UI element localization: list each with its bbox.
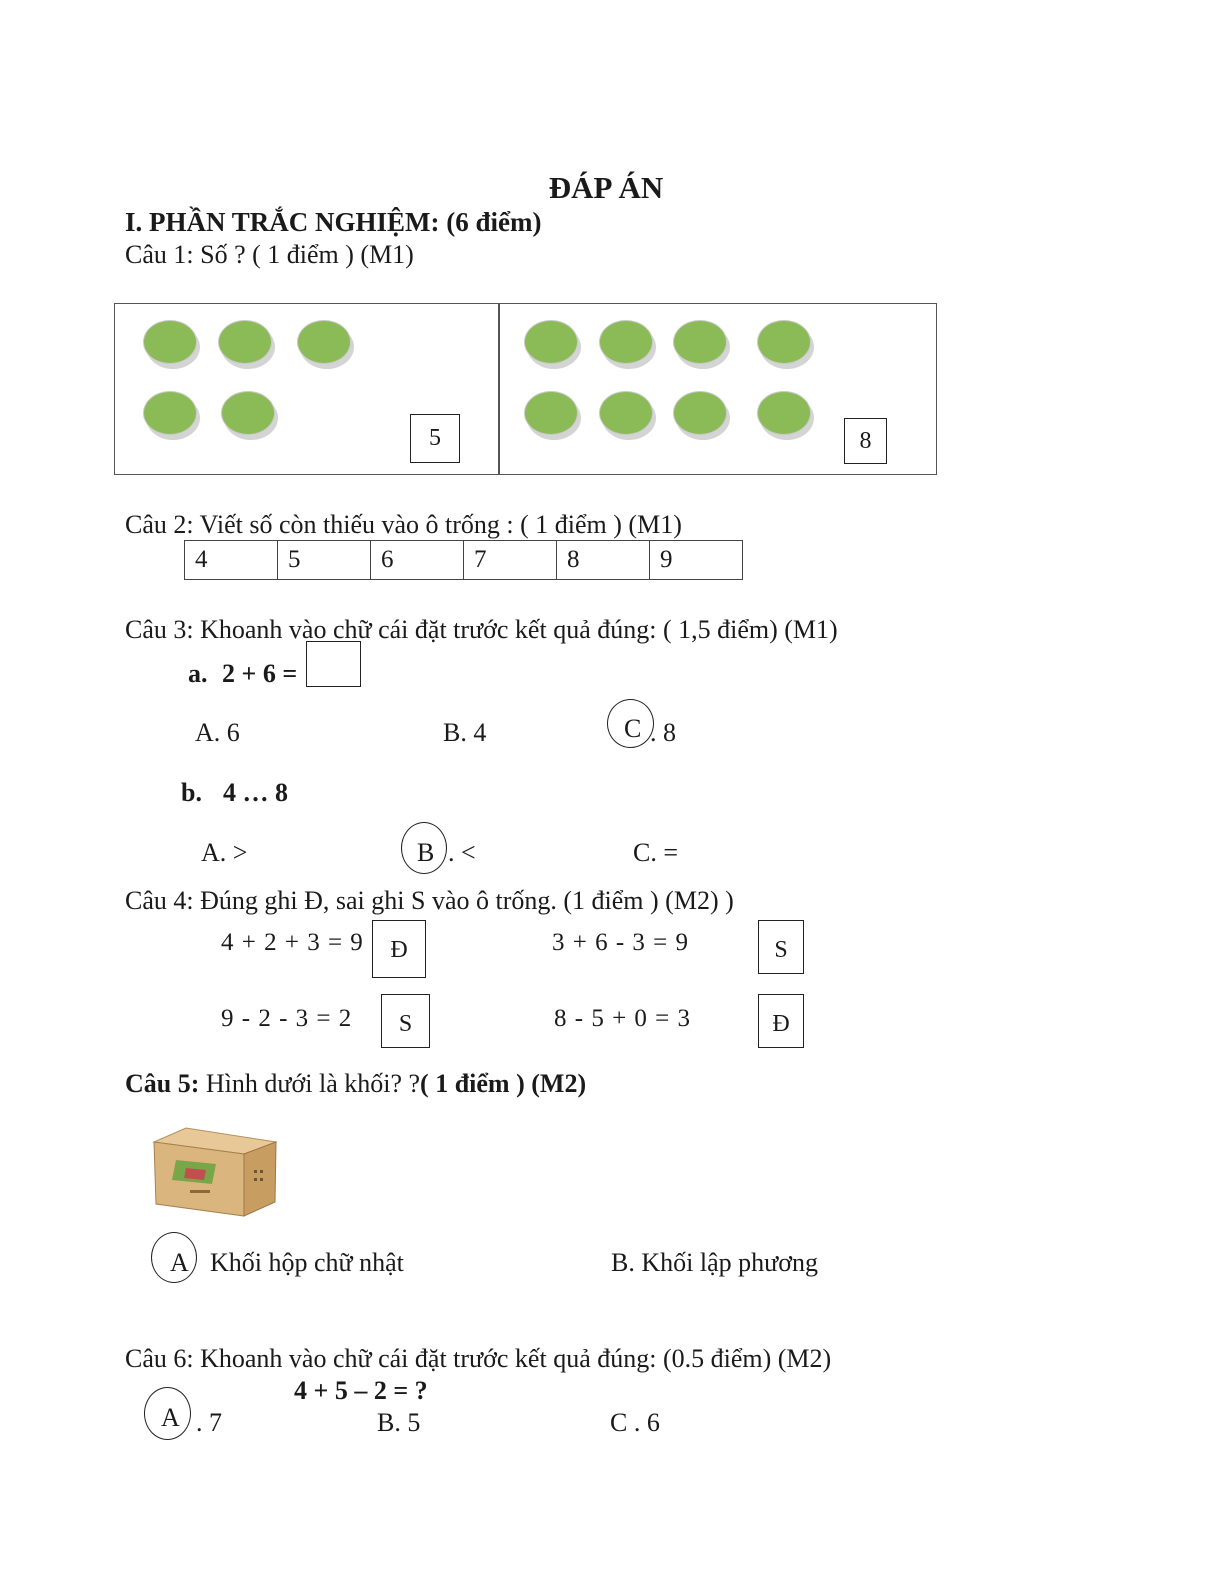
- page-title: ĐÁP ÁN: [548, 170, 664, 205]
- question-5-number: Câu 5:: [125, 1069, 200, 1098]
- true-false-box: S: [758, 920, 804, 974]
- option-b: B. 5: [377, 1408, 421, 1437]
- equation: 9 - 2 - 3 = 2: [221, 1005, 353, 1032]
- counter-dot: [757, 391, 811, 435]
- equation: 3 + 6 - 3 = 9: [552, 929, 690, 956]
- question-5-score: ( 1 điểm ) (M2): [420, 1069, 587, 1098]
- counter-dot: [143, 391, 197, 435]
- counter-dot: [673, 391, 727, 435]
- option-b-letter: B: [417, 838, 435, 867]
- counter-dot: [599, 320, 653, 364]
- sequence-cell: 8: [557, 541, 650, 580]
- question-4-label: Câu 4: Đúng ghi Đ, sai ghi S vào ô trống. (1 điểm ) (M2) ): [125, 886, 734, 915]
- option-c: C . 6: [610, 1408, 660, 1437]
- answer-box-left: 5: [410, 414, 460, 463]
- sequence-cell: 4: [185, 541, 278, 580]
- counter-dot: [757, 320, 811, 364]
- counter-dot: [524, 391, 578, 435]
- question-3-label: Câu 3: Khoanh vào chữ cái đặt trước kết quả đúng: ( 1,5 điểm) (M1): [125, 615, 838, 644]
- option-c-value: . 8: [650, 718, 676, 747]
- true-false-box: Đ: [758, 994, 804, 1048]
- question-5-label: [125, 1069, 586, 1099]
- sequence-cell: 5: [278, 541, 371, 580]
- number-sequence-table: [184, 540, 743, 580]
- box-illustration: [150, 1122, 280, 1222]
- part-a-expression: 2 + 6 =: [222, 659, 298, 688]
- option-c: C. =: [633, 838, 679, 867]
- question-1-label: Câu 1: Số ? ( 1 điểm ) (M1): [125, 240, 414, 269]
- option-a-value: . 7: [196, 1408, 222, 1437]
- question-6-expression: 4 + 5 – 2 = ?: [294, 1376, 428, 1405]
- option-a-letter: A: [161, 1403, 180, 1432]
- counting-panel-right: [498, 303, 937, 475]
- sequence-cell: 6: [371, 541, 464, 580]
- part-b-label: b.: [181, 778, 202, 807]
- counter-dot: [143, 320, 197, 364]
- counter-dot: [218, 320, 272, 364]
- counter-dot: [673, 320, 727, 364]
- part-b-expression: 4 … 8: [223, 778, 288, 807]
- empty-answer-box: [306, 641, 361, 687]
- sequence-cell: 9: [650, 541, 743, 580]
- question-5-text: Hình dưới là khối? ?: [199, 1069, 421, 1098]
- option-b-value: . <: [448, 838, 476, 867]
- counter-dot: [524, 320, 578, 364]
- counter-dot: [297, 320, 351, 364]
- equation: 4 + 2 + 3 = 9: [221, 929, 364, 956]
- true-false-box: S: [381, 994, 430, 1048]
- option-c-letter: C: [624, 714, 642, 743]
- equation: 8 - 5 + 0 = 3: [554, 1005, 692, 1032]
- option-b: B. 4: [443, 718, 487, 747]
- option-a: A. 6: [195, 718, 240, 747]
- counter-dot: [599, 391, 653, 435]
- option-a: A. >: [201, 838, 248, 867]
- true-false-box: Đ: [372, 920, 426, 978]
- sequence-cell: 7: [464, 541, 557, 580]
- counting-panel-left: [114, 303, 500, 475]
- question-2-label: Câu 2: Viết số còn thiếu vào ô trống : ( 1 điểm ) (M1): [125, 510, 682, 539]
- option-a-letter: A: [170, 1248, 189, 1277]
- answer-box-right: 8: [844, 418, 887, 464]
- option-b: B. Khối lập phương: [611, 1248, 818, 1277]
- part-a-label: a.: [188, 659, 208, 688]
- section-heading: I. PHẦN TRẮC NGHIỆM: (6 điểm): [125, 207, 542, 237]
- option-a-text: Khối hộp chữ nhật: [210, 1248, 404, 1277]
- counter-dot: [221, 391, 275, 435]
- question-6-label: Câu 6: Khoanh vào chữ cái đặt trước kết quả đúng: (0.5 điểm) (M2): [125, 1344, 832, 1373]
